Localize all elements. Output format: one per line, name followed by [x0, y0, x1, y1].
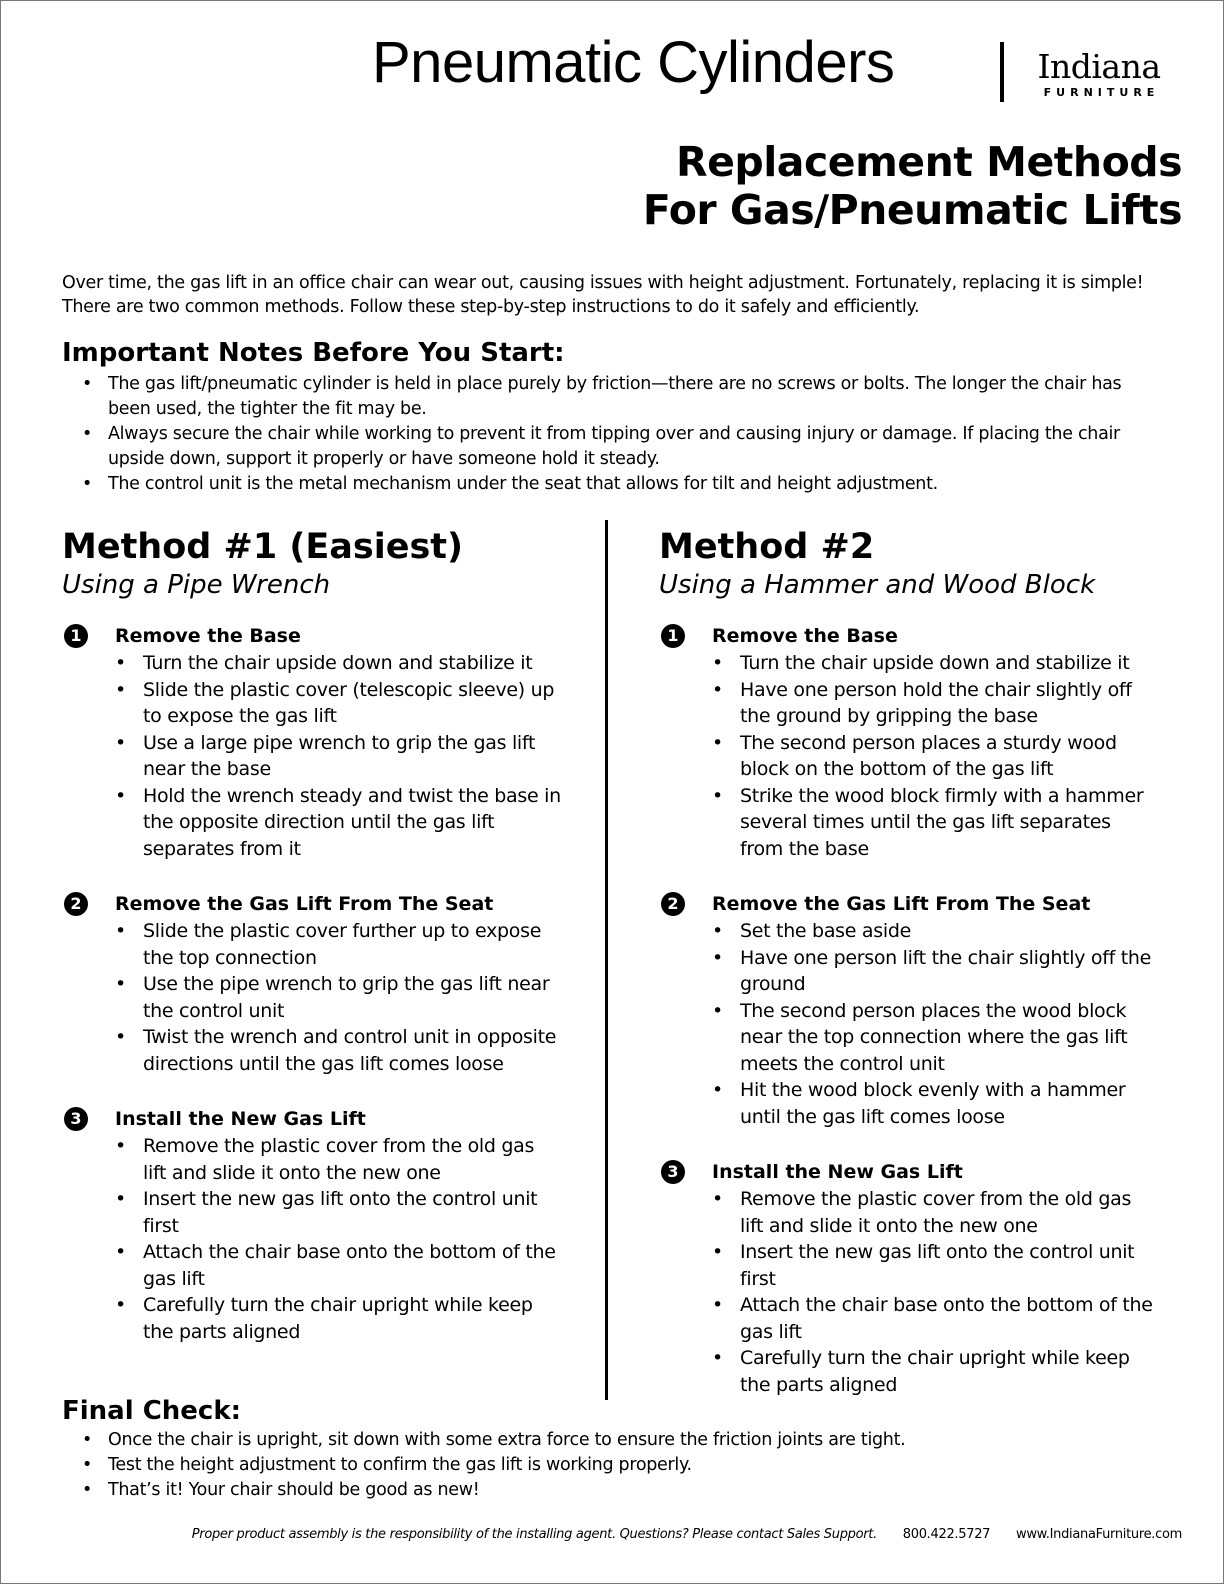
list-item: • The second person places a sturdy wood block on the bottom of the gas lift [712, 730, 1159, 783]
list-item: • Attach the chair base onto the bottom of the gas lift [712, 1292, 1159, 1345]
step-number-icon: 1 [661, 624, 685, 648]
step-list [712, 918, 1159, 1130]
list-item: • That’s it! Your chair should be good as new! [62, 1478, 1162, 1503]
step-title: Remove the Base [712, 625, 898, 647]
list-item: • Hold the wrench steady and twist the base in the opposite direction until the gas lift separates from it [115, 783, 562, 863]
logo-tagline: FURNITURE [1043, 86, 1160, 99]
logo-wordmark: Indiana [1037, 47, 1161, 86]
page-title: Pneumatic Cylinders [372, 30, 895, 95]
step-number-icon: 2 [64, 892, 88, 916]
step-list [115, 918, 562, 1077]
footer [192, 1527, 1182, 1542]
footer-disclaimer: Proper product assembly is the responsibility of the installing agent. Questions? Please contact Sales Support. [191, 1527, 877, 1542]
list-item: • Set the base aside [712, 918, 1159, 945]
step-list [115, 1133, 562, 1345]
step [62, 622, 562, 862]
list-item: • Attach the chair base onto the bottom of the gas lift [115, 1239, 562, 1292]
step-number-icon: 2 [661, 892, 685, 916]
step [659, 622, 1159, 862]
step-title: Install the New Gas Lift [712, 1161, 963, 1183]
list-item: • The gas lift/pneumatic cylinder is held in place purely by friction—there are no screws or bolts. The longer the chair has been used, the tighter the fit may be. [62, 372, 1142, 422]
footer-website[interactable]: www.IndianaFurniture.com [1015, 1527, 1182, 1542]
method-1 [62, 526, 562, 1345]
list-item: • Strike the wood block firmly with a hammer several times until the gas lift separates from the base [712, 783, 1159, 863]
list-item: • Use a large pipe wrench to grip the gas lift near the base [115, 730, 562, 783]
brand-logo [1024, 47, 1174, 99]
list-item: • Have one person lift the chair slightly off the ground [712, 945, 1159, 998]
document-subtitle [643, 138, 1182, 234]
step-number-icon: 1 [64, 624, 88, 648]
step [659, 890, 1159, 1130]
list-item: • Turn the chair upside down and stabilize it [115, 650, 562, 677]
list-item: • Test the height adjustment to confirm the gas lift is working properly. [62, 1453, 1162, 1478]
list-item: • Carefully turn the chair upright while keep the parts aligned [712, 1345, 1159, 1398]
list-item: • Insert the new gas lift onto the control unit first [712, 1239, 1159, 1292]
step-title: Remove the Gas Lift From The Seat [712, 893, 1091, 915]
intro-paragraph: Over time, the gas lift in an office chair can wear out, causing issues with height adjustment. Fortunately, replacing it is simple! There are two common methods. Follow these step-by-step instructions to do it safely and efficiently. [62, 273, 1144, 317]
list-item: • Insert the new gas lift onto the control unit first [115, 1186, 562, 1239]
subtitle-line-2: For Gas/Pneumatic Lifts [642, 186, 1182, 234]
method-subtitle: Using a Pipe Wrench [62, 570, 331, 600]
final-check-section [62, 1428, 1162, 1503]
list-item: • Always secure the chair while working to prevent it from tipping over and causing injury or damage. If placing the chair upside down, support it properly or have someone hold it steady. [62, 422, 1142, 472]
method-steps [659, 622, 1159, 1398]
step [62, 890, 562, 1077]
step-list [712, 650, 1159, 862]
method-steps [62, 622, 562, 1345]
list-item: • Once the chair is upright, sit down with some extra force to ensure the friction joints are tight. [62, 1428, 1162, 1453]
step-title: Install the New Gas Lift [115, 1108, 366, 1130]
list-item: • Remove the plastic cover from the old gas lift and slide it onto the new one [712, 1186, 1159, 1239]
step [62, 1105, 562, 1345]
list-item: • Use the pipe wrench to grip the gas lift near the control unit [115, 971, 562, 1024]
list-item: • Slide the plastic cover (telescopic sleeve) up to expose the gas lift [115, 677, 562, 730]
step-number-icon: 3 [64, 1107, 88, 1131]
step-title: Remove the Base [115, 625, 301, 647]
notes-heading: Important Notes Before You Start: [62, 338, 565, 368]
list-item: • The control unit is the metal mechanism under the seat that allows for tilt and height adjustment. [62, 472, 1142, 497]
notes-list [62, 372, 1142, 497]
footer-phone: 800.422.5727 [902, 1527, 991, 1542]
step-list [712, 1186, 1159, 1398]
notes-section [62, 372, 1142, 497]
list-item: • Twist the wrench and control unit in opposite directions until the gas lift comes loose [115, 1024, 562, 1077]
list-item: • Slide the plastic cover further up to expose the top connection [115, 918, 562, 971]
list-item: • Carefully turn the chair upright while keep the parts aligned [115, 1292, 562, 1345]
step-list [115, 650, 562, 862]
final-check-list [62, 1428, 1162, 1503]
final-check-heading: Final Check: [62, 1396, 242, 1426]
method-2 [659, 526, 1159, 1398]
list-item: • Hit the wood block evenly with a hammer until the gas lift comes loose [712, 1077, 1159, 1130]
method-title: Method #1 (Easiest) [62, 527, 464, 567]
title-divider [1000, 42, 1004, 102]
list-item: • Have one person hold the chair slightly off the ground by gripping the base [712, 677, 1159, 730]
column-divider [605, 520, 608, 1400]
subtitle-line-1: Replacement Methods [676, 138, 1182, 186]
step-title: Remove the Gas Lift From The Seat [115, 893, 494, 915]
list-item: • Remove the plastic cover from the old gas lift and slide it onto the new one [115, 1133, 562, 1186]
list-item: • Turn the chair upside down and stabilize it [712, 650, 1159, 677]
list-item: • The second person places the wood block near the top connection where the gas lift meets the control unit [712, 998, 1159, 1078]
method-subtitle: Using a Hammer and Wood Block [659, 570, 1096, 600]
method-title: Method #2 [659, 527, 875, 567]
step-number-icon: 3 [661, 1160, 685, 1184]
step [659, 1158, 1159, 1398]
